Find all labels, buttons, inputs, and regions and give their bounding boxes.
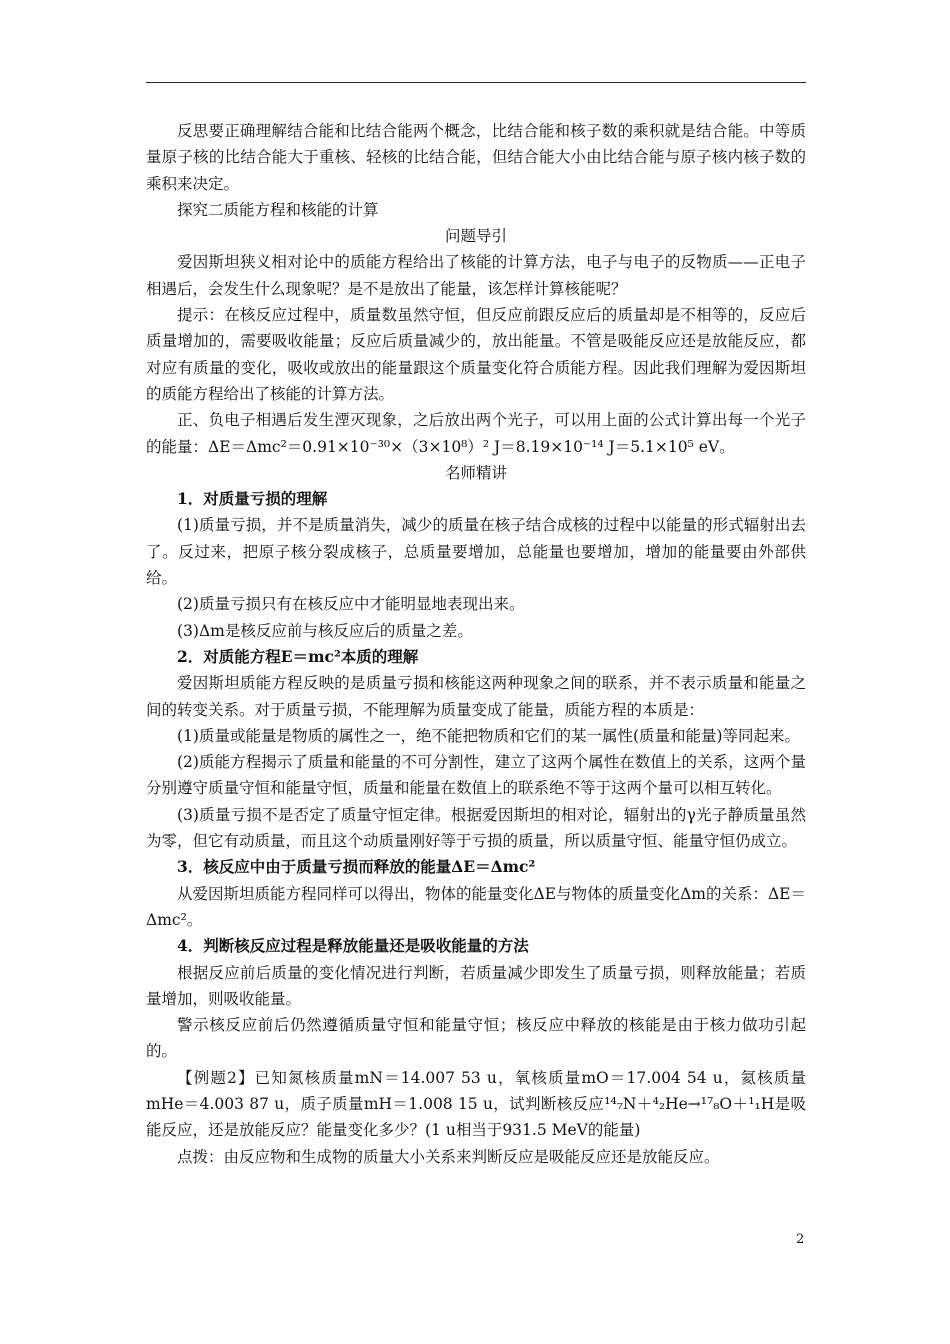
paragraph: 警示核反应前后仍然遵循质量守恒和能量守恒；核反应中释放的核能是由于核力做功引起的。 — [146, 1016, 806, 1061]
paragraph: (1)质量亏损，并不是质量消失，减少的质量在核子结合成核的过程中以能量的形式辐射出去了。反过来，把原子核分裂成核子，总质量要增加，总能量也要增加，增加的能量要由外部供给。 — [146, 516, 806, 588]
section-subtitle: 问题导引 — [444, 227, 507, 246]
section-heading: 4．判断核反应过程是释放能量还是吸收能量的方法 — [177, 936, 529, 956]
paragraph: 点拨：由反应物和生成物的质量大小关系来判断反应是吸能反应还是放能反应。 — [177, 1147, 720, 1166]
section-heading: 1．对质量亏损的理解 — [177, 489, 328, 509]
paragraph: (2)质量亏损只有在核反应中才能明显地表现出来。 — [177, 595, 525, 614]
paragraph: 提示：在核反应过程中，质量数虽然守恒，但反应前跟反应后的质量却是不相等的，反应后质量增加的，需要吸收能量；反应后质量减少的，放出能量。不管是吸能反应还是放能反应，都对应有质量的变化，吸收或放出的能量跟这个质量变化符合质能方程。因此我们理解为爱因斯坦的质能方程给出了核能的计算方法。 — [146, 306, 806, 403]
paragraph: 爱因斯坦狭义相对论中的质能方程给出了核能的计算方法，电子与电子的反物质——正电子相遇后，会发生什么现象呢？是不是放出了能量，该怎样计算核能呢？ — [146, 253, 806, 298]
document-body — [146, 118, 806, 1170]
section-heading: 3．核反应中由于质量亏损而释放的能量ΔE＝Δmc² — [177, 857, 536, 877]
section-subtitle: 名师精讲 — [444, 463, 507, 482]
section-heading: 2．对质能方程E＝mc²本质的理解 — [177, 646, 419, 666]
paragraph: 反思要正确理解结合能和比结合能两个概念，比结合能和核子数的乘积就是结合能。中等质量原子核的比结合能大于重核、轻核的比结合能，但结合能大小由比结合能与原子核内核子数的乘积来决定。 — [146, 122, 806, 193]
paragraph: (3)Δm是核反应前与核反应后的质量之差。 — [177, 621, 473, 640]
header-rule — [146, 82, 806, 83]
paragraph: (1)质量或能量是物质的属性之一，绝不能把物质和它们的某一属性(质量和能量)等同起来。 — [177, 726, 801, 745]
paragraph: 从爱因斯坦质能方程同样可以得出，物体的能量变化ΔE与物体的质量变化Δm的关系：ΔE＝Δmc²。 — [146, 884, 806, 929]
paragraph: (2)质能方程揭示了质量和能量的不可分割性，建立了这两个属性在数值上的关系，这两个量分别遵守质量守恒和能量守恒，质量和能量在数值上的联系绝不等于这两个量可以相互转化。 — [146, 753, 806, 798]
paragraph: 爱因斯坦质能方程反映的是质量亏损和核能这两种现象之间的联系，并不表示质量和能量之间的转变关系。对于质量亏损，不能理解为质量变成了能量，质能方程的本质是： — [146, 674, 806, 719]
paragraph: 探究二质能方程和核能的计算 — [177, 200, 379, 219]
page-number: 2 — [796, 1232, 805, 1247]
paragraph: 【例题2】已知氮核质量mN＝14.007 53 u，氧核质量mO＝17.004 54 u，氦核质量mHe＝4.003 87 u，质子质量mH＝1.008 15 u，试判断核反应¹⁴₇N＋⁴₂He→¹⁷₈O＋¹₁H是吸能反应，还是放能反应？能量变化多少？(1 u相当于931.5 MeV的能量) — [146, 1068, 806, 1140]
paragraph: 正、负电子相遇后发生湮灭现象，之后放出两个光子，可以用上面的公式计算出每一个光子的能量：ΔE＝Δmc²＝0.91×10⁻³⁰×（3×10⁸）² J＝8.19×10⁻¹⁴ J＝5.1×10⁵ eV。 — [146, 411, 806, 456]
paragraph: 根据反应前后质量的变化情况进行判断，若质量减少即发生了质量亏损，则释放能量；若质量增加，则吸收能量。 — [146, 963, 806, 1008]
paragraph: (3)质量亏损不是否定了质量守恒定律。根据爱因斯坦的相对论，辐射出的γ光子静质量虽然为零，但它有动质量，而且这个动质量刚好等于亏损的质量，所以质量守恒、能量守恒仍成立。 — [146, 805, 806, 851]
